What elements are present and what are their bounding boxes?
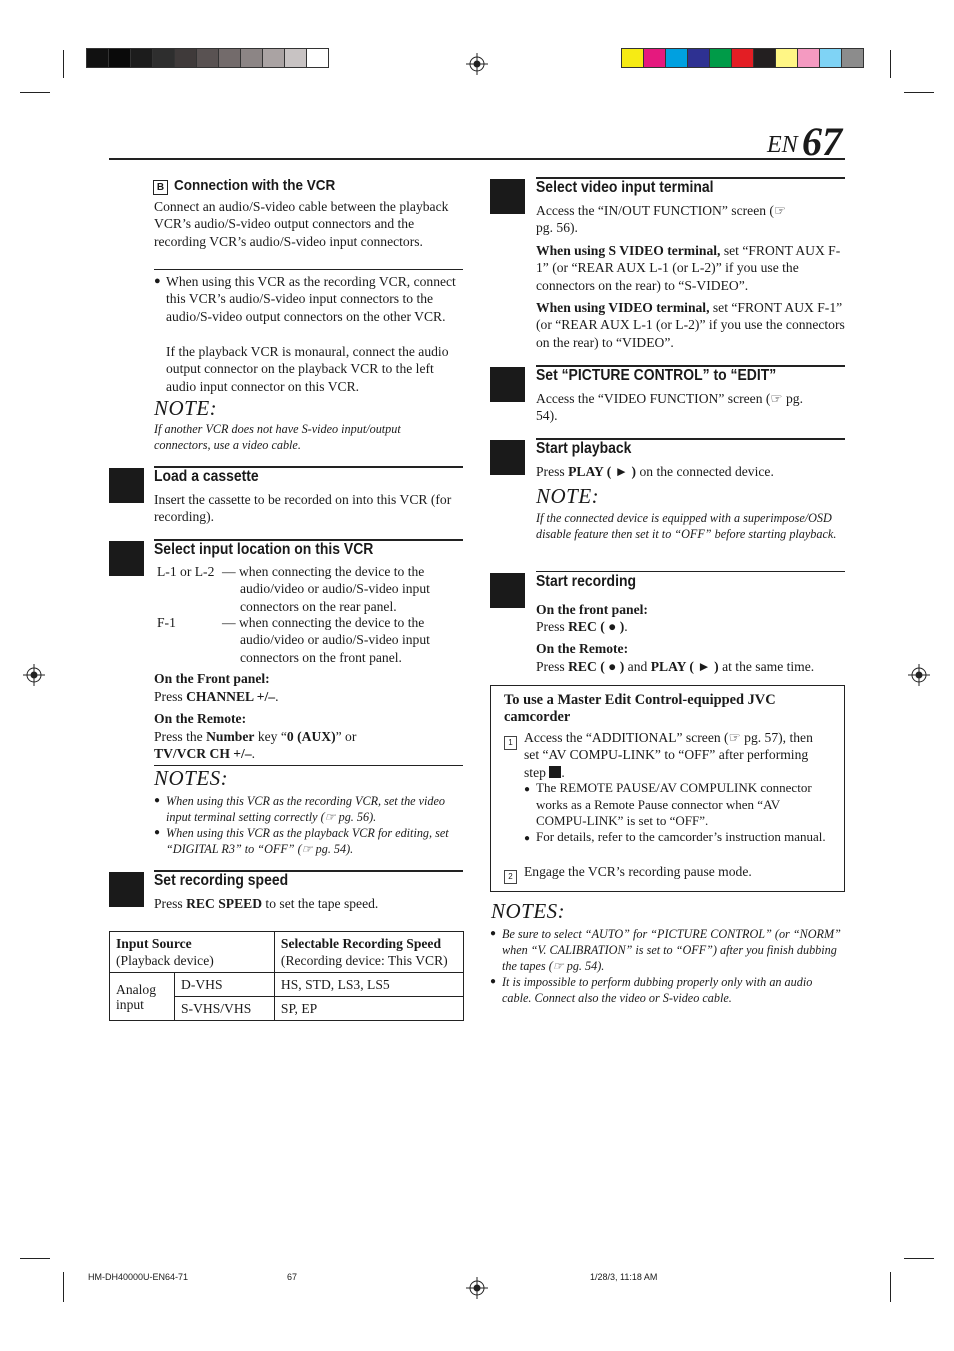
note-title: NOTE: <box>154 396 218 420</box>
remote-instruction: Press REC ( ● ) and PLAY ( ► ) at the same time. <box>536 659 815 674</box>
section-badge: B <box>153 180 168 195</box>
table-cell: SP, EP <box>274 997 463 1021</box>
note-item: When using this VCR as the playback VCR for editing, set “DIGITAL R3” to “OFF” (☞ pg. 54). <box>166 826 449 856</box>
color-swatch <box>753 48 776 68</box>
bullet-dot: ● <box>154 795 161 806</box>
note-item: Be sure to select “AUTO” for “PICTURE CONTROL” (or “NORM” when “V. CALIBRATION” is set to “OFF”) after you finish dubbing the tapes (☞ pg. 54). <box>502 927 841 973</box>
footer-timestamp: 1/28/3, 11:18 AM <box>590 1272 658 1282</box>
box-title: To use a Master Edit Control-equipped JVC camcorder <box>504 692 776 726</box>
step-number-badge: 1 <box>504 731 517 750</box>
footer-page: 67 <box>287 1272 298 1282</box>
table-cell: D-VHS <box>175 973 275 997</box>
table-cell: Analog input <box>110 973 175 1021</box>
color-swatch <box>797 48 820 68</box>
table-header-cell: Selectable Recording Speed (Recording device: This VCR) <box>274 932 463 973</box>
color-swatch <box>130 48 153 68</box>
color-swatch <box>218 48 241 68</box>
section-title: Connection with the VCR <box>174 177 336 194</box>
bullet-dot: ● <box>490 976 497 987</box>
step-detail: When using S VIDEO terminal, set “FRONT AUX F-1” (or “REAR AUX L-1 (or L-2)” if you use the connectors on the rear) to “S-VIDEO”. <box>536 243 841 293</box>
step-text: Press PLAY ( ► ) on the connected device. <box>536 464 774 479</box>
step-marker <box>490 440 525 475</box>
note-item: It is impossible to perform dubbing properly only with an audio cable. Connect also the video or S-video cable. <box>502 975 813 1005</box>
step-text: Access the “IN/OUT FUNCTION” screen (☞ pg. 56). <box>536 203 787 236</box>
crop-mark <box>904 1258 934 1259</box>
step-title: Set “PICTURE CONTROL” to “EDIT” <box>536 367 777 384</box>
box-bullet: For details, refer to the camcorder’s instruction manual. <box>536 829 826 844</box>
color-swatch <box>841 48 864 68</box>
crop-mark <box>20 92 50 93</box>
registration-mark-icon <box>908 664 930 686</box>
step-marker <box>490 367 525 402</box>
remote-label: On the Remote: <box>154 711 247 726</box>
box-bullet: The REMOTE PAUSE/AV COMPULINK connector works as a Remote Pause connector when “AV COMPU-LINK” is set to “OFF”. <box>536 780 812 828</box>
note-title: NOTE: <box>536 484 600 508</box>
color-swatch <box>262 48 285 68</box>
step-marker <box>490 179 525 214</box>
crop-mark <box>63 50 64 78</box>
step-marker-inline <box>549 766 561 778</box>
front-panel-instruction: Press REC ( ● ). <box>536 619 628 634</box>
registration-mark-icon <box>23 664 45 686</box>
step-number-badge: 2 <box>504 865 517 884</box>
note-text: If the connected device is equipped with a superimpose/OSD disable feature then set it to “OFF” before starting playback. <box>536 511 837 541</box>
remote-label: On the Remote: <box>536 641 629 656</box>
step-title: Select input location on this VCR <box>154 541 374 558</box>
step-title: Start playback <box>536 440 632 457</box>
bullet-dot: ● <box>524 833 531 844</box>
box-item: Engage the VCR’s recording pause mode. <box>524 864 752 879</box>
color-swatch <box>819 48 842 68</box>
step-title: Load a cassette <box>154 468 259 485</box>
step-text: Access the “VIDEO FUNCTION” screen (☞ pg. 54). <box>536 391 803 424</box>
color-swatch <box>731 48 754 68</box>
step-title: Select video input terminal <box>536 179 714 196</box>
color-swatch <box>775 48 798 68</box>
color-swatch <box>196 48 219 68</box>
bullet-dot: ● <box>154 827 161 838</box>
divider <box>154 269 463 270</box>
step-title: Set recording speed <box>154 872 289 889</box>
bullet-text-cont: If the playback VCR is monaural, connect the audio output connector on the playback VCR to the left audio input connector on this VCR. <box>166 344 449 394</box>
note-item: When using this VCR as the recording VCR, set the video input terminal setting correctly (☞ pg. 56). <box>166 794 446 824</box>
color-swatch <box>86 48 109 68</box>
note-text: If another VCR does not have S-video input/output connectors, use a video cable. <box>154 422 401 452</box>
option-text: — when connecting the device to the audio/video or audio/S-video input connectors on the front panel. <box>222 615 430 665</box>
step-marker <box>109 541 144 576</box>
crop-mark <box>890 1272 891 1302</box>
front-panel-label: On the Front panel: <box>154 671 270 686</box>
bullet-dot: ● <box>154 275 161 287</box>
table-header-cell: Input Source (Playback device) <box>110 932 275 973</box>
box-item: Access the “ADDITIONAL” screen (☞ pg. 57), then set “AV COMPU-LINK” to “OFF” after performing step . <box>524 730 813 780</box>
language-label: EN <box>767 132 798 158</box>
color-swatch <box>174 48 197 68</box>
color-swatch <box>643 48 666 68</box>
step-rule <box>536 571 845 572</box>
table-cell: HS, STD, LS3, LS5 <box>274 973 463 997</box>
speed-table <box>109 931 464 1021</box>
crop-mark <box>20 1258 50 1259</box>
option-text: — when connecting the device to the audio/video or audio/S-video input connectors on the rear panel. <box>222 564 430 614</box>
crop-mark <box>63 1272 64 1302</box>
footer-file-name: HM-DH40000U-EN64-71 <box>88 1272 189 1282</box>
step-detail: When using VIDEO terminal, set “FRONT AUX F-1” (or “REAR AUX L-1 (or L-2)” if you use the connectors on the rear) to “VIDEO”. <box>536 300 845 350</box>
bullet-dot: ● <box>490 928 497 939</box>
color-swatch <box>240 48 263 68</box>
color-swatch <box>108 48 131 68</box>
notes-title: NOTES: <box>491 899 566 923</box>
section-intro: Connect an audio/S-video cable between the playback VCR’s audio/S-video output connectors and the recording VCR’s audio/S-video input connectors. <box>154 199 449 249</box>
bullet-dot: ● <box>524 784 531 795</box>
table-row <box>110 973 464 997</box>
notes-title: NOTES: <box>154 766 229 790</box>
crop-mark <box>890 50 891 78</box>
front-panel-label: On the front panel: <box>536 602 648 617</box>
color-swatch <box>152 48 175 68</box>
option-label: F-1 <box>157 615 176 630</box>
step-text: Insert the cassette to be recorded on into this VCR (for recording). <box>154 492 452 525</box>
color-swatch <box>306 48 329 68</box>
remote-instruction: Press the Number key “0 (AUX)” or TV/VCR CH +/–. <box>154 729 357 762</box>
step-marker <box>109 872 144 907</box>
crop-mark <box>904 92 934 93</box>
step-title: Start recording <box>536 573 636 590</box>
step-marker <box>109 468 144 503</box>
step-text: Press REC SPEED to set the tape speed. <box>154 896 379 911</box>
page-number: 67 <box>802 119 842 164</box>
table-cell: S-VHS/VHS <box>175 997 275 1021</box>
front-panel-instruction: Press CHANNEL +/–. <box>154 689 279 704</box>
header-rule <box>109 158 845 160</box>
color-swatch <box>709 48 732 68</box>
color-swatch <box>621 48 644 68</box>
step-marker <box>490 573 525 608</box>
color-swatch <box>687 48 710 68</box>
registration-mark-icon <box>466 1277 488 1299</box>
color-swatch <box>284 48 307 68</box>
color-swatch <box>665 48 688 68</box>
registration-mark-icon <box>466 53 488 75</box>
bullet-text: When using this VCR as the recording VCR, connect this VCR’s audio/S-video input connectors to the audio/S-video output connectors on the other VCR. <box>166 274 456 324</box>
option-label: L-1 or L-2 <box>157 564 215 579</box>
table-header-row <box>110 932 464 973</box>
